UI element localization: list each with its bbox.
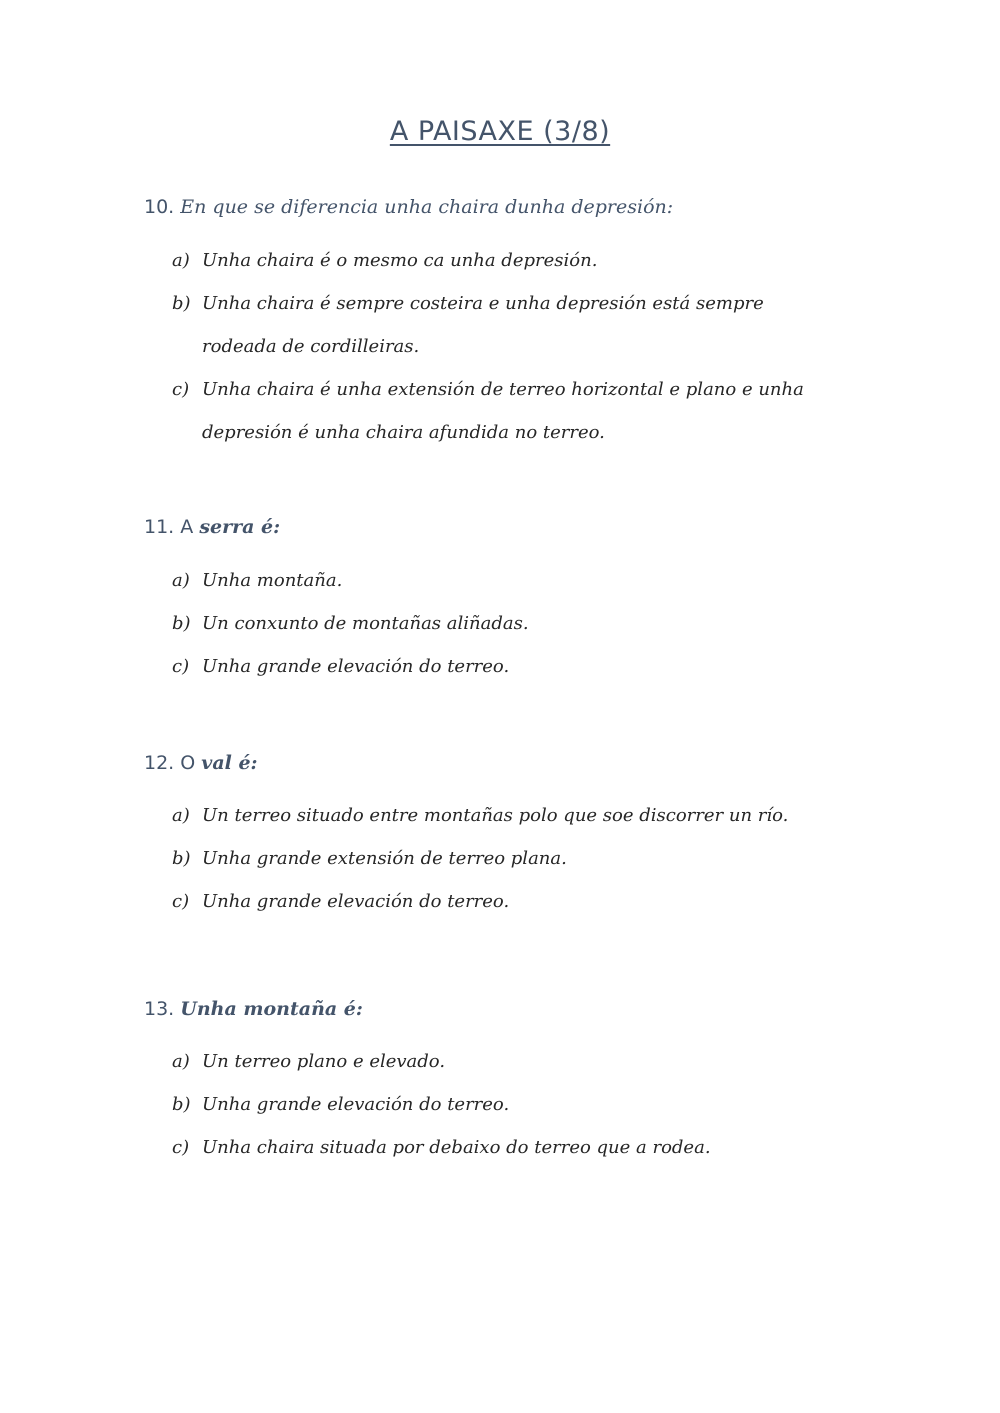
option-letter: c) [172,1137,190,1158]
question-prefix: A [180,516,194,538]
option-13-a [172,1051,445,1072]
option-letter: c) [172,656,190,677]
option-text: Unha grande elevación do terreo. [202,656,510,677]
option-letter: b) [172,293,191,314]
question-number: 10. [144,196,175,218]
option-text: Unha grande extensión de terreo plana. [202,848,567,869]
option-letter: a) [172,250,190,271]
question-keyword: serra é: [199,516,281,538]
option-12-a [172,805,788,826]
option-12-b [172,848,567,869]
option-letter: c) [172,379,190,400]
option-text: Un conxunto de montañas aliñadas. [202,613,529,634]
option-text: Un terreo plano e elevado. [202,1051,446,1072]
option-10-b-continuation: rodeada de cordilleiras. [202,336,420,357]
option-text: Unha grande elevación do terreo. [202,1094,510,1115]
question-prefix: O [180,752,196,774]
option-13-b [172,1094,509,1115]
option-letter: b) [172,613,191,634]
question-13 [144,998,363,1020]
option-11-c [172,656,509,677]
question-keyword: Unha montaña é: [180,998,363,1020]
option-text: Unha montaña. [202,570,343,591]
option-13-c [172,1137,711,1158]
option-10-c [172,379,804,400]
option-text: Unha chaira é o mesmo ca unha depresión. [202,250,598,271]
question-prompt: En que se diferencia unha chaira dunha depresión: [180,196,674,218]
option-letter: b) [172,1094,191,1115]
option-letter: a) [172,805,190,826]
question-10 [144,196,673,218]
option-10-a [172,250,597,271]
question-11 [144,516,280,538]
option-text: Unha chaira é sempre costeira e unha depresión está sempre [202,293,764,314]
question-number: 11. [144,516,175,538]
option-10-b [172,293,764,314]
option-letter: c) [172,891,190,912]
option-letter: b) [172,848,191,869]
option-12-c [172,891,509,912]
option-text: Un terreo situado entre montañas polo que soe discorrer un río. [202,805,789,826]
option-11-b [172,613,529,634]
question-keyword: val é: [201,752,258,774]
option-10-c-continuation: depresión é unha chaira afundida no terreo. [202,422,605,443]
option-letter: a) [172,570,190,591]
page-title: A PAISAXE (3/8) [389,116,611,147]
question-number: 13. [144,998,175,1020]
option-text: Unha grande elevación do terreo. [202,891,510,912]
option-11-a [172,570,342,591]
option-text: Unha chaira situada por debaixo do terreo que a rodea. [202,1137,711,1158]
option-text: Unha chaira é unha extensión de terreo horizontal e plano e unha [202,379,804,400]
option-letter: a) [172,1051,190,1072]
question-number: 12. [144,752,175,774]
question-12 [144,752,258,774]
